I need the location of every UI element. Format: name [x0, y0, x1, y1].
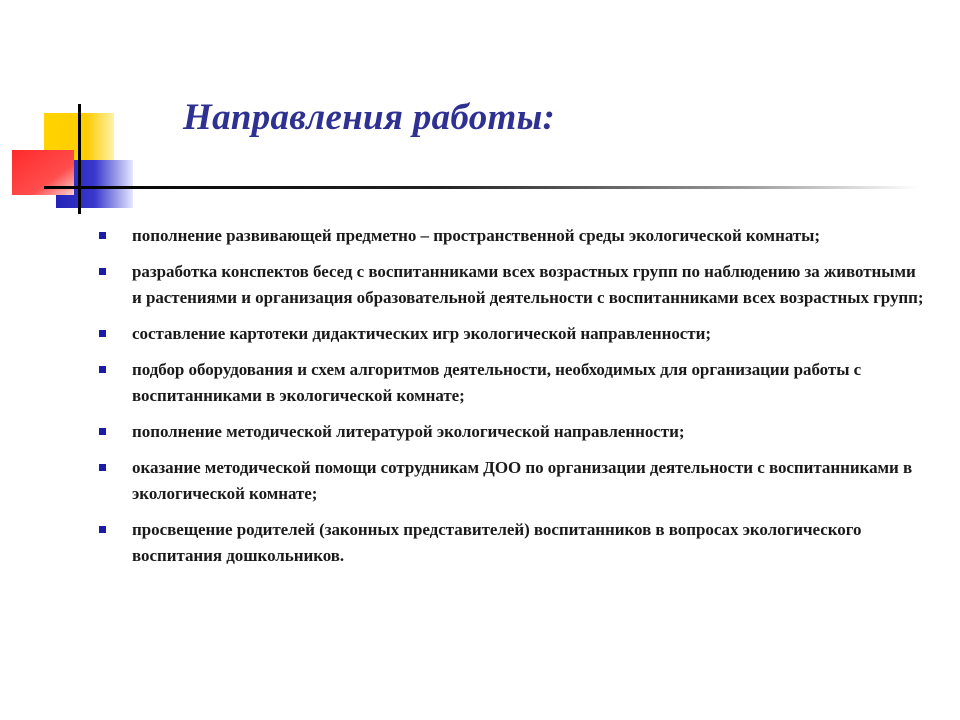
bullet-text: пополнение развивающей предметно – пространственной среды экологической комнаты;: [132, 226, 820, 245]
bullet-list-item: [96, 357, 926, 409]
bullet-text: оказание методической помощи сотрудникам ДОО по организации деятельности с воспитанниками в экологической комнате;: [132, 458, 913, 503]
bullet-text: просвещение родителей (законных представителей) воспитанников в вопросах экологического воспитания дошкольников.: [132, 520, 862, 565]
square-bullet-icon: [99, 526, 106, 533]
square-bullet-icon: [99, 268, 106, 275]
bullet-text: разработка конспектов бесед с воспитанниками всех возрастных групп по наблюдению за животными и растениями и организация образовательной деятельности с воспитанниками всех возрастных групп;: [132, 262, 924, 307]
bullet-text: пополнение методической литературой экологической направленности;: [132, 422, 685, 441]
bullet-list: [96, 223, 926, 579]
square-bullet-icon: [99, 232, 106, 239]
bullet-list-item: [96, 223, 926, 249]
bullet-list-item: [96, 455, 926, 507]
square-bullet-icon: [99, 366, 106, 373]
vertical-rule-line: [78, 104, 81, 214]
square-bullet-icon: [99, 464, 106, 471]
bullet-list-item: [96, 321, 926, 347]
bullet-list-item: [96, 419, 926, 445]
bullet-text: подбор оборудования и схем алгоритмов деятельности, необходимых для организации работы с воспитанниками в экологической комнате;: [132, 360, 862, 405]
square-bullet-icon: [99, 428, 106, 435]
bullet-list-item: [96, 517, 926, 569]
slide-title: Направления работы:: [183, 97, 556, 138]
bullet-text: составление картотеки дидактических игр экологической направленности;: [132, 324, 711, 343]
horizontal-rule-line: [44, 186, 919, 189]
bullet-list-item: [96, 259, 926, 311]
square-bullet-icon: [99, 330, 106, 337]
